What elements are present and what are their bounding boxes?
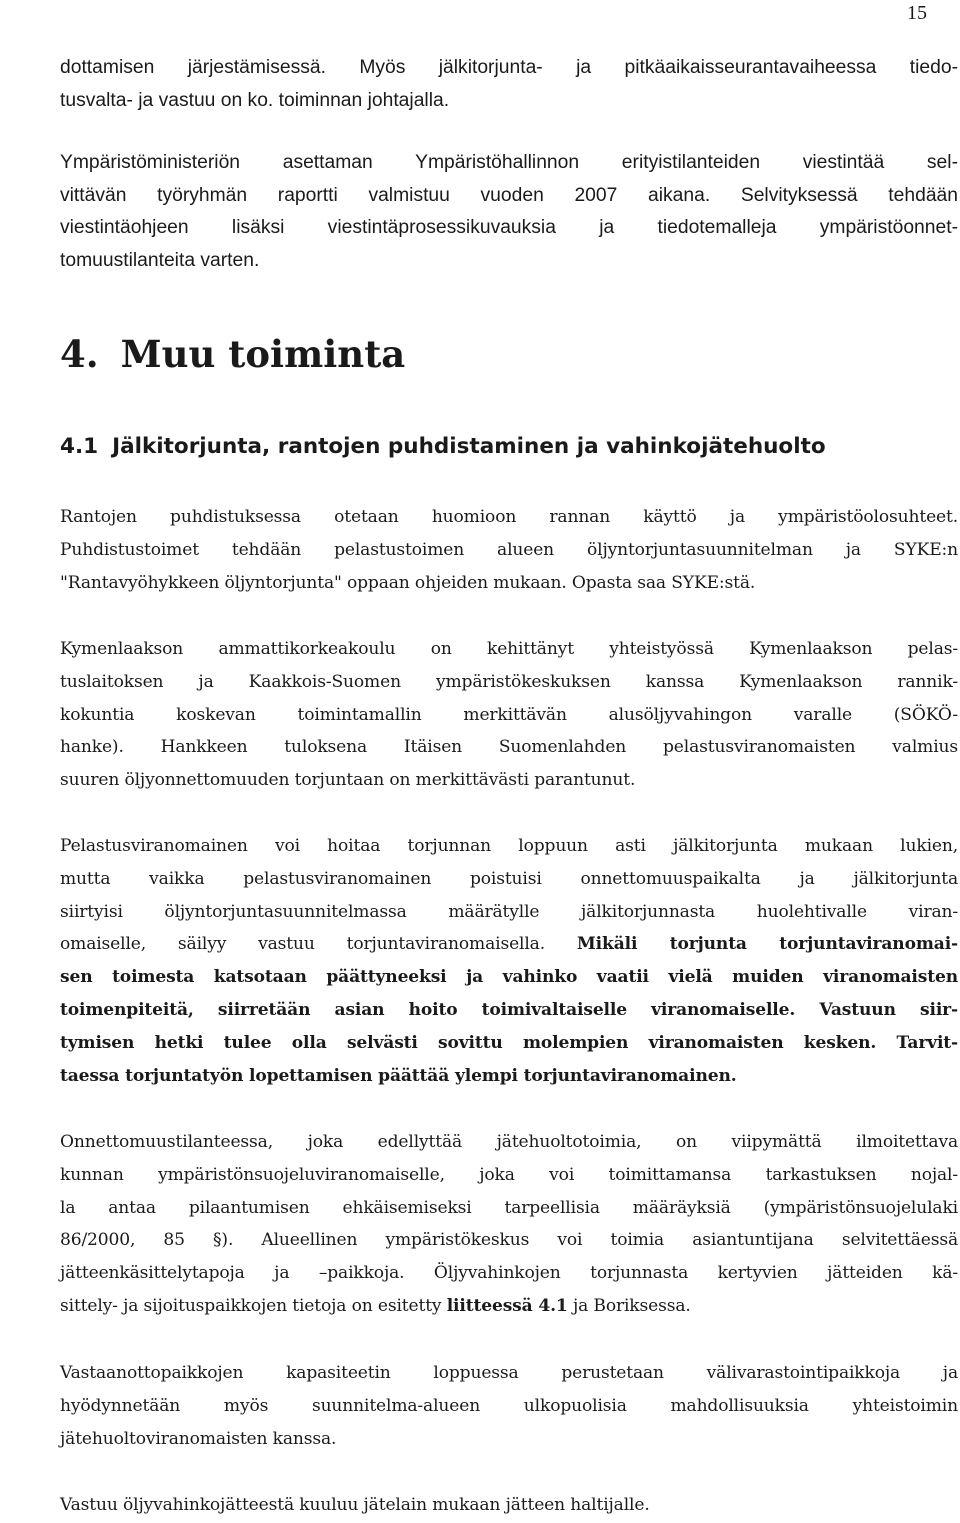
text-segment: ja Boriksessa. xyxy=(567,1295,691,1316)
text-line: 86/2000, 85 §). Alueellinen ympäristökeskus voi toimia asiantuntijana selvitettäessä xyxy=(60,1230,958,1251)
text-line xyxy=(60,928,958,961)
paragraph-kymenlaakso xyxy=(60,633,958,797)
bold-text-line: tymisen hetki tulee olla selvästi sovittu molempien viranomaisten kesken. Tarvit- xyxy=(60,1032,958,1053)
text-line xyxy=(60,1290,958,1323)
text-line: suuren öljyonnettomuuden torjuntaan on merkittävästi parantunut. xyxy=(60,770,636,791)
text-line: jätehuoltoviranomaisten kanssa. xyxy=(60,1428,337,1449)
text-line: Onnettomuustilanteessa, joka edellyttää jätehuoltotoimia, on viipymättä ilmoitettava xyxy=(60,1132,958,1152)
section-title: Muu toiminta xyxy=(120,332,406,376)
text-line: Puhdistustoimet tehdään pelastustoimen alueen öljyntorjuntasuunnitelman ja SYKE:n xyxy=(60,539,958,560)
subsection-heading xyxy=(60,434,826,459)
text-line: vittävän työryhmän raportti valmistuu vuoden 2007 aikana. Selvityksessä tehdään xyxy=(60,184,958,206)
paragraph-storage xyxy=(60,1357,958,1455)
text-line: hyödynnetään myös suunnitelma-alueen ulkopuolisia mahdollisuuksia yhteistoimin xyxy=(60,1395,958,1416)
text-line: viestintäohjeen lisäksi viestintäprosessikuvauksia ja tiedotemalleja ympäristöonnet- xyxy=(60,217,958,238)
text-line: Vastaanottopaikkojen kapasiteetin loppuessa perustetaan välivarastointipaikkoja ja xyxy=(60,1363,958,1383)
text-line: tomuustilanteita varten. xyxy=(60,249,260,271)
text-line: dottamisen järjestämisessä. Myös jälkitorjunta- ja pitkäaikaisseurantavaiheessa tiedo- xyxy=(60,57,958,78)
section-heading xyxy=(60,332,405,376)
text-line: Pelastusviranomainen voi hoitaa torjunnan loppuun asti jälkitorjunta mukaan lukien, xyxy=(60,836,958,856)
paragraph-ministry-report xyxy=(60,147,958,277)
text-segment: omaiselle, säilyy vastuu torjuntaviranomaisella. xyxy=(60,934,577,955)
bold-text-line: sen toimesta katsotaan päättyneeksi ja vahinko vaatii vielä muiden viranomaisten xyxy=(60,967,958,988)
text-line: kunnan ympäristönsuojeluviranomaiselle, joka voi toimittamansa tarkastuksen nojal- xyxy=(60,1164,958,1185)
bold-text-line: toimenpiteitä, siirretään asian hoito toimivaltaiselle viranomaiselle. Vastuun siir- xyxy=(60,999,958,1020)
text-line: mutta vaikka pelastusviranomainen poistuisi onnettomuuspaikalta ja jälkitorjunta xyxy=(60,868,958,889)
text-line: jätteenkäsittelytapoja ja –paikkoja. Öljyvahinkojen torjunnasta kertyvien jätteiden kä- xyxy=(60,1263,958,1284)
text-line: "Rantavyöhykkeen öljyntorjunta" oppaan ohjeiden mukaan. Opasta saa SYKE:stä. xyxy=(60,572,756,593)
paragraph-shore-cleaning xyxy=(60,501,958,599)
section-number: 4. xyxy=(60,332,99,376)
text-line: hanke). Hankkeen tuloksena Itäisen Suomenlahden pelastusviranomaisten valmius xyxy=(60,737,958,758)
text-line: tusvalta- ja vastuu on ko. toiminnan johtajalla. xyxy=(60,89,450,111)
paragraph-intro-continuation xyxy=(60,52,958,117)
appendix-reference: liitteessä 4.1 xyxy=(446,1295,568,1316)
text-line: tuslaitoksen ja Kaakkois-Suomen ympäristökeskuksen kanssa Kymenlaakson rannik- xyxy=(60,671,958,692)
subsection-number: 4.1 xyxy=(60,434,99,459)
page-number: 15 xyxy=(907,2,927,24)
subsection-title: Jälkitorjunta, rantojen puhdistaminen ja vahinkojätehuolto xyxy=(112,434,826,459)
text-line: Rantojen puhdistuksessa otetaan huomioon rannan käyttö ja ympäristöolosuhteet. xyxy=(60,507,958,527)
bold-text-line: taessa torjuntatyön lopettamisen päättää ylempi torjuntaviranomainen. xyxy=(60,1065,737,1086)
bold-text-segment: Mikäli torjunta torjuntaviranomai- xyxy=(576,934,958,955)
text-line: Kymenlaakson ammattikorkeakoulu on kehittänyt yhteistyössä Kymenlaakson pelas- xyxy=(60,639,958,659)
paragraph-responsibility xyxy=(60,1489,958,1522)
text-line: kokuntia koskevan toimintamallin merkittävän alusöljyvahingon varalle (SÖKÖ- xyxy=(60,704,958,725)
text-segment: sittely- ja sijoituspaikkojen tietoja on esitetty xyxy=(60,1295,447,1316)
text-line: la antaa pilaantumisen ehkäisemiseksi tarpeellisia määräyksiä (ympäristönsuojelulaki xyxy=(60,1197,958,1218)
text-line: Ympäristöministeriön asettaman Ympäristöhallinnon erityistilanteiden viestintää sel- xyxy=(60,152,958,173)
text-line: siirtyisi öljyntorjuntasuunnitelmassa määrätylle jälkitorjunnasta huolehtivalle viran- xyxy=(60,901,958,922)
paragraph-rescue-authority xyxy=(60,830,958,1092)
paragraph-waste-management xyxy=(60,1126,958,1323)
text-line: Vastuu öljyvahinkojätteestä kuuluu jätelain mukaan jätteen haltijalle. xyxy=(60,1495,650,1515)
